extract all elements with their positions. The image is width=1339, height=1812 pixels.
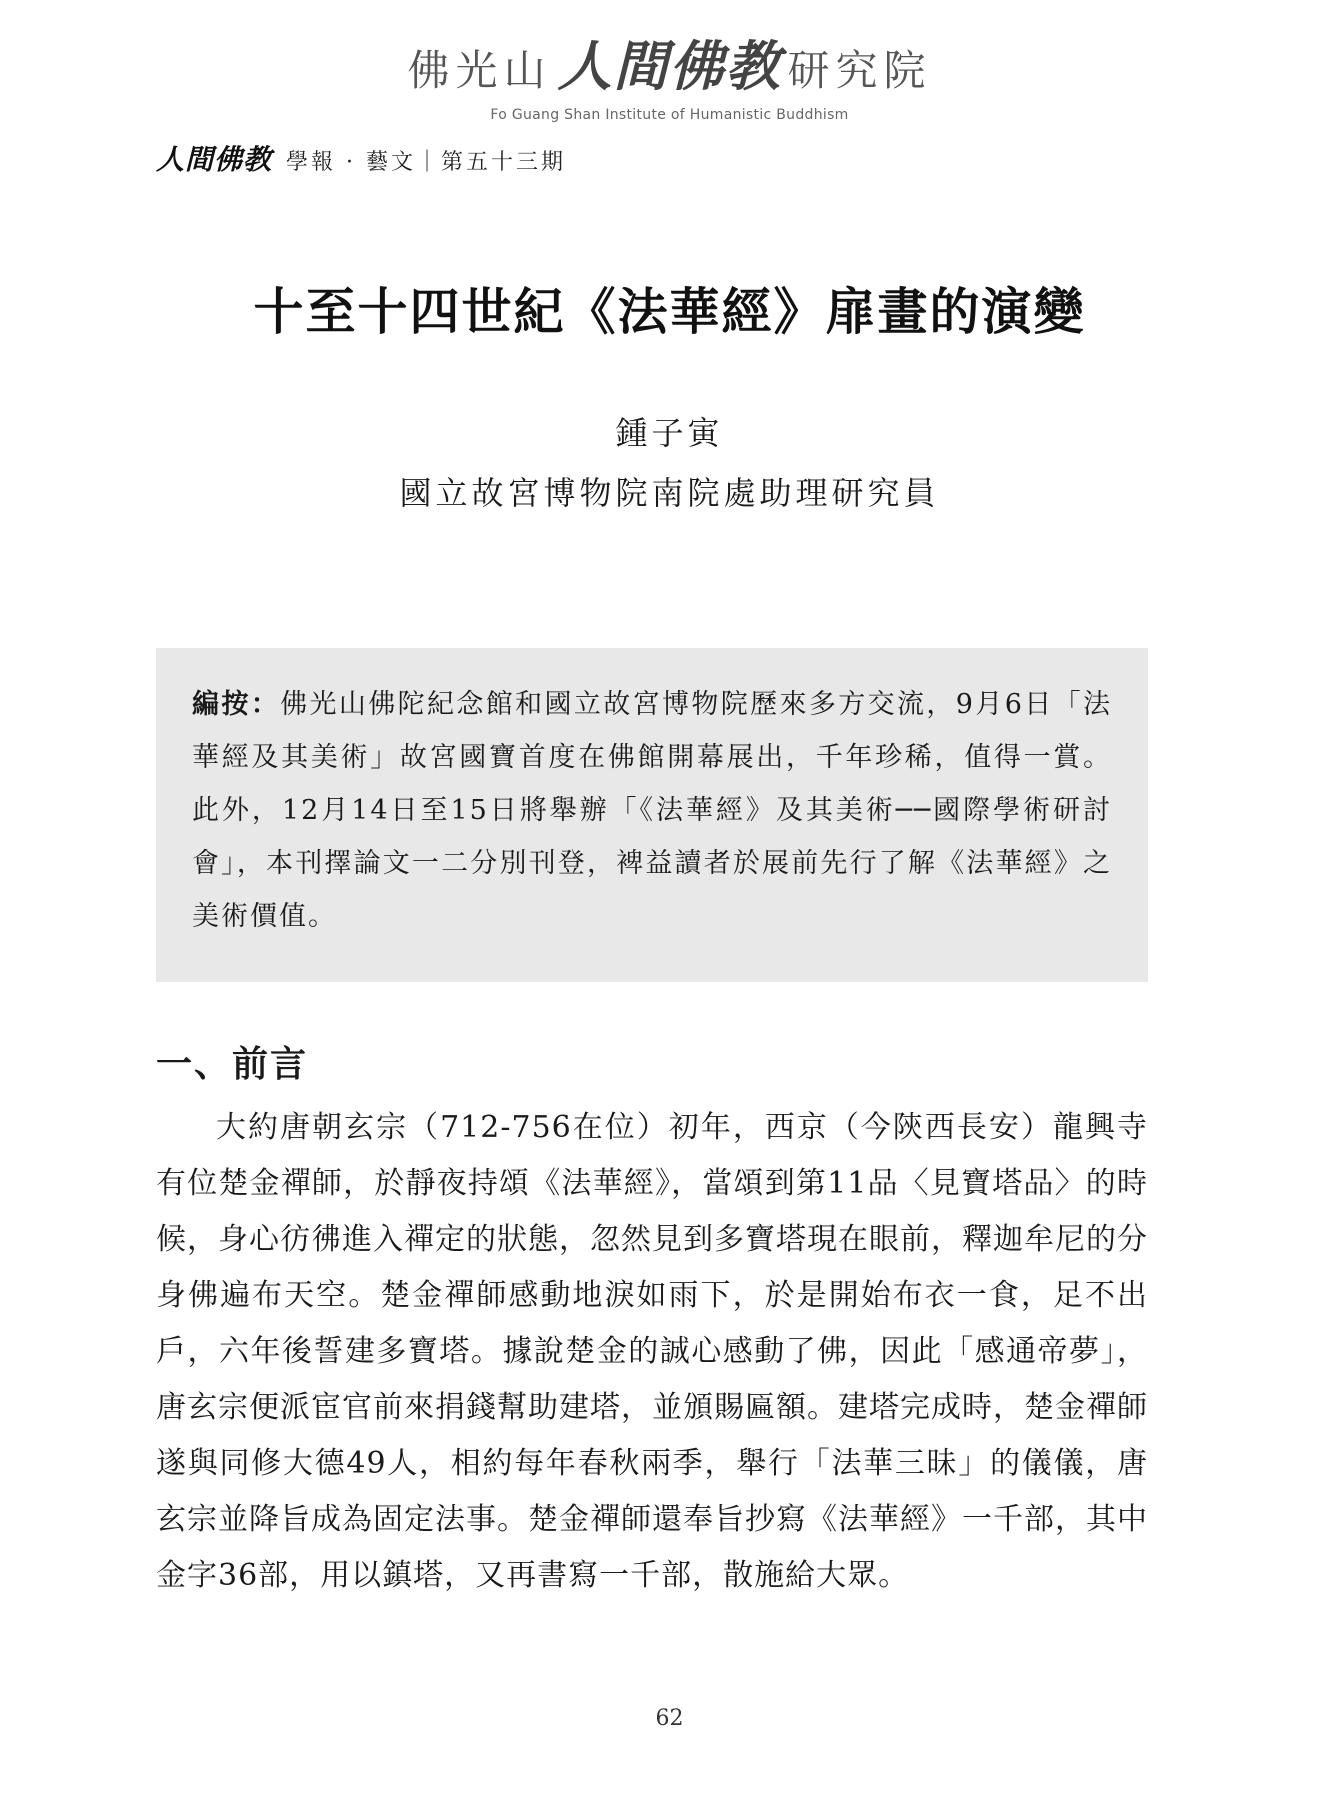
institute-header <box>0 36 1339 123</box>
editor-note-text: 佛光山佛陀紀念館和國立故宮博物院歷來多方交流，9月6日「法華經及其美術」故宮國寶首度在佛館開幕展出，千年珍稀，值得一賞。此外，12月14日至15日將舉辦「《法華經》及其美術──國際學術研討會」，本刊擇論文一二分別刊登，裨益讀者於展前先行了解《法華經》之美術價值。 <box>192 689 1113 932</box>
institute-english-name: Fo Guang Shan Institute of Humanistic Buddhism <box>490 107 849 123</box>
institute-prefix: 佛光山 <box>407 46 552 95</box>
editor-note <box>192 678 1112 943</box>
journal-line <box>156 138 566 178</box>
article-title: 十至十四世紀《法華經》扉畫的演變 <box>253 282 1086 341</box>
author-affiliation: 國立故宮博物院南院處助理研究員 <box>399 474 940 512</box>
institute-name <box>0 36 1339 101</box>
journal-brand-logo: 人間佛教 <box>156 143 273 176</box>
editor-note-label: 編按： <box>192 689 281 720</box>
institute-brand-logo: 人間佛教 <box>557 34 782 98</box>
section-paragraph: 大約唐朝玄宗（712-756在位）初年，西京（今陝西長安）龍興寺有位楚金禪師，於靜夜持頌《法華經》，當頌到第11品〈見寶塔品〉的時候，身心彷彿進入禪定的狀態，忽然見到多寶塔現在眼前，釋迦牟尼的分身佛遍布天空。楚金禪師感動地淚如雨下，於是開始布衣一食，足不出戶，六年後誓建多寶塔。據說楚金的誠心感動了佛，因此「感通帝夢」，唐玄宗便派宦官前來捐錢幫助建塔，並頒賜匾額。建塔完成時，楚金禪師遂與同修大德49人，相約每年春秋兩季，舉行「法華三昧」的儀儀，唐玄宗並降旨成為固定法事。楚金禪師還奉旨抄寫《法華經》一千部，其中金字36部，用以鎮塔，又再書寫一千部，散施給大眾。 <box>156 1110 1148 1593</box>
journal-meta: 學報 · 藝文｜第五十三期 <box>286 150 566 175</box>
article-author: 鍾子寅 <box>615 414 724 452</box>
page-number: 62 <box>655 1706 684 1731</box>
section-heading: 一、前言 <box>156 1043 309 1085</box>
institute-suffix: 研究院 <box>787 46 932 95</box>
editor-note-box <box>156 648 1148 982</box>
